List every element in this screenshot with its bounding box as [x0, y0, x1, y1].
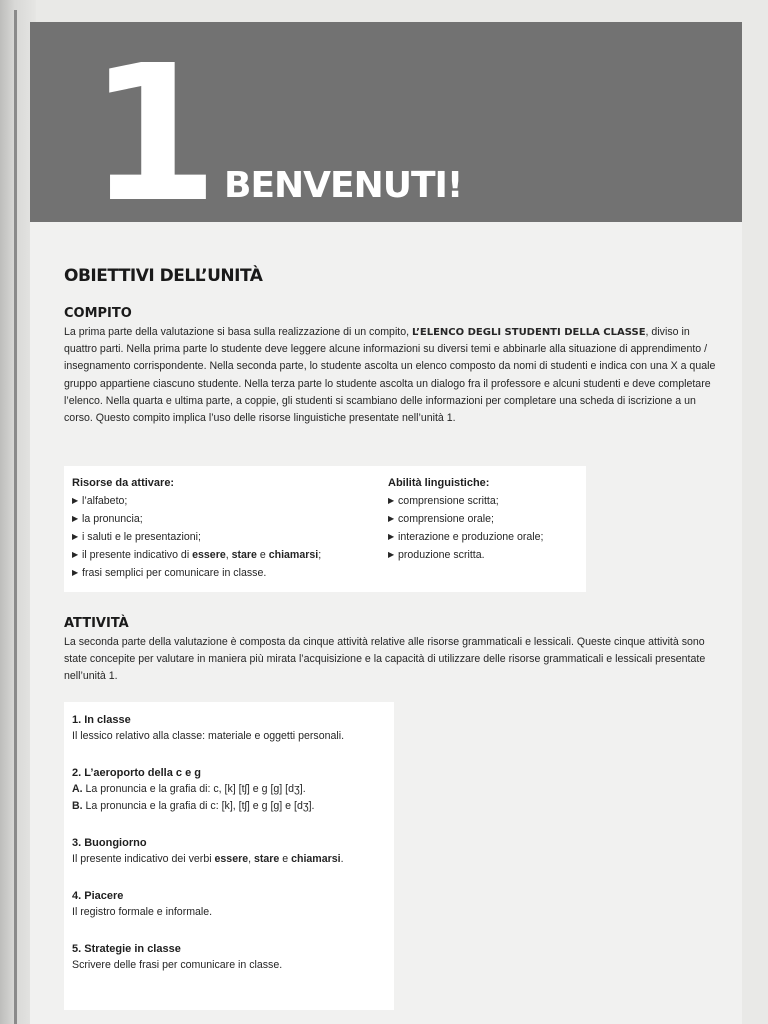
- list-item: [72, 510, 384, 528]
- triangle-right-icon: ▶: [388, 496, 395, 505]
- list-item-text: ,: [225, 549, 232, 561]
- line-label: A.: [72, 783, 83, 795]
- activity-title: 1. In classe: [72, 714, 131, 726]
- list-item-text: ;: [318, 549, 322, 561]
- compito-paragraph: [64, 324, 724, 427]
- unit-title: BENVENUTI!: [224, 165, 463, 206]
- unit-header-banner: [30, 22, 742, 244]
- skills-list: [388, 492, 580, 564]
- activities-box: [64, 702, 394, 1010]
- triangle-right-icon: ▶: [388, 532, 395, 541]
- triangle-right-icon: ▶: [72, 532, 79, 541]
- compito-task-name: L’ELENCO DEGLI STUDENTI DELLA CLASSE: [412, 327, 646, 338]
- resources-title: Risorse da attivare:: [72, 477, 175, 489]
- resources-box: [64, 466, 586, 592]
- line-text: Il presente indicativo dei verbi: [72, 853, 215, 865]
- verb-chiamarsi: chiamarsi: [291, 853, 341, 865]
- compito-text-1: La prima parte della valutazione si basa sulla realizzazione di un compito,: [64, 326, 413, 338]
- verb-chiamarsi: chiamarsi: [268, 549, 319, 561]
- list-item-text: frasi semplici per comunicare in classe.: [82, 567, 267, 579]
- triangle-right-icon: ▶: [388, 550, 395, 559]
- line-text: La pronuncia e la grafia di c: [k], [tʃ] e g [g] e [dʒ].: [82, 800, 315, 812]
- verb-stare: stare: [231, 549, 257, 561]
- triangle-right-icon: ▶: [72, 550, 79, 559]
- resources-list: [72, 492, 384, 582]
- line-label: B.: [72, 800, 83, 812]
- activity-line-a: [72, 781, 388, 798]
- activity-3: [72, 835, 388, 868]
- objectives-heading: OBIETTIVI DELL’UNITÀ: [64, 266, 263, 286]
- resources-column: [72, 474, 384, 582]
- list-item: [72, 492, 384, 510]
- activity-title: 4. Piacere: [72, 890, 124, 902]
- activity-description: Il lessico relativo alla classe: materiale e oggetti personali.: [72, 730, 345, 742]
- verb-stare: stare: [254, 853, 280, 865]
- list-item-text: comprensione orale;: [398, 513, 494, 525]
- activity-description: [72, 851, 388, 868]
- activity-title: 3. Buongiorno: [72, 837, 147, 849]
- triangle-right-icon: ▶: [388, 514, 395, 523]
- book-page: [30, 22, 742, 1024]
- list-item-text: comprensione scritta;: [398, 495, 499, 507]
- list-item: [388, 528, 580, 546]
- triangle-right-icon: ▶: [72, 514, 79, 523]
- compito-text-2: , diviso in quattro parti. Nella prima parte lo studente deve leggere alcune informazioni su diversi temi e abbinarle alla situazione di apprendimento / insegnamento corrispondente. Nella seconda parte, lo studente ascolta un elenco composto da nomi di studenti e indica con una X a quale gruppo appartiene ciascuno studente. Nella terza parte lo studente ascolta un dialogo fra il professore e alcuni studenti e deve completare l’elenco. Nella quarta e ultima parte, a coppie, gli studenti si scambiano delle informazioni per completare una scheda di iscrizione a un corso. Questo compito implica l’uso delle risorse linguistiche presentate nell’unità 1.: [64, 326, 716, 425]
- skills-column: [388, 474, 580, 564]
- list-item: [388, 546, 580, 564]
- list-item-text: e: [256, 549, 269, 561]
- activity-5: [72, 941, 388, 974]
- list-item-text: l’alfabeto;: [82, 495, 128, 507]
- list-item: [72, 564, 384, 582]
- list-item: [388, 510, 580, 528]
- line-text: ,: [248, 853, 254, 865]
- verb-essere: essere: [192, 549, 226, 561]
- activity-line-b: [72, 798, 388, 815]
- list-item: [72, 528, 384, 546]
- list-item: [72, 546, 384, 564]
- activity-2: [72, 765, 388, 815]
- line-text: e: [279, 853, 292, 865]
- list-item-text: produzione scritta.: [398, 549, 485, 561]
- activity-title: 2. L’aeroporto della c e g: [72, 767, 201, 779]
- triangle-right-icon: ▶: [72, 568, 79, 577]
- list-item-text: la pronuncia;: [82, 513, 143, 525]
- activities-list: [72, 712, 388, 994]
- unit-number: 1: [88, 25, 213, 244]
- attivita-paragraph: La seconda parte della valutazione è composta da cinque attività relative alle risorse grammaticali e lessicali. Queste cinque attività sono state concepite per valutare in maniera più mirata l’acquisizione e la capacità di utilizzare delle risorse grammaticali e lessicali presentate nell’unità 1.: [64, 636, 706, 683]
- line-text: La pronuncia e la grafia di: c, [k] [tʃ] e g [g] [dʒ].: [82, 783, 306, 795]
- skills-title: Abilità linguistiche:: [388, 477, 490, 489]
- page-binding-line: [14, 10, 17, 1024]
- line-text: .: [340, 853, 344, 865]
- compito-heading: COMPITO: [64, 306, 132, 321]
- verb-essere: essere: [214, 853, 249, 865]
- list-item-text: i saluti e le presentazioni;: [82, 531, 201, 543]
- activity-description: Il registro formale e informale.: [72, 906, 213, 918]
- list-item-text: interazione e produzione orale;: [398, 531, 544, 543]
- activity-1: [72, 712, 388, 745]
- activity-description: Scrivere delle frasi per comunicare in classe.: [72, 959, 283, 971]
- attivita-heading: ATTIVITÀ: [64, 616, 129, 631]
- activity-title: 5. Strategie in classe: [72, 943, 181, 955]
- list-item-text: il presente indicativo di: [82, 549, 193, 561]
- triangle-right-icon: ▶: [72, 496, 79, 505]
- list-item: [388, 492, 580, 510]
- activity-4: [72, 888, 388, 921]
